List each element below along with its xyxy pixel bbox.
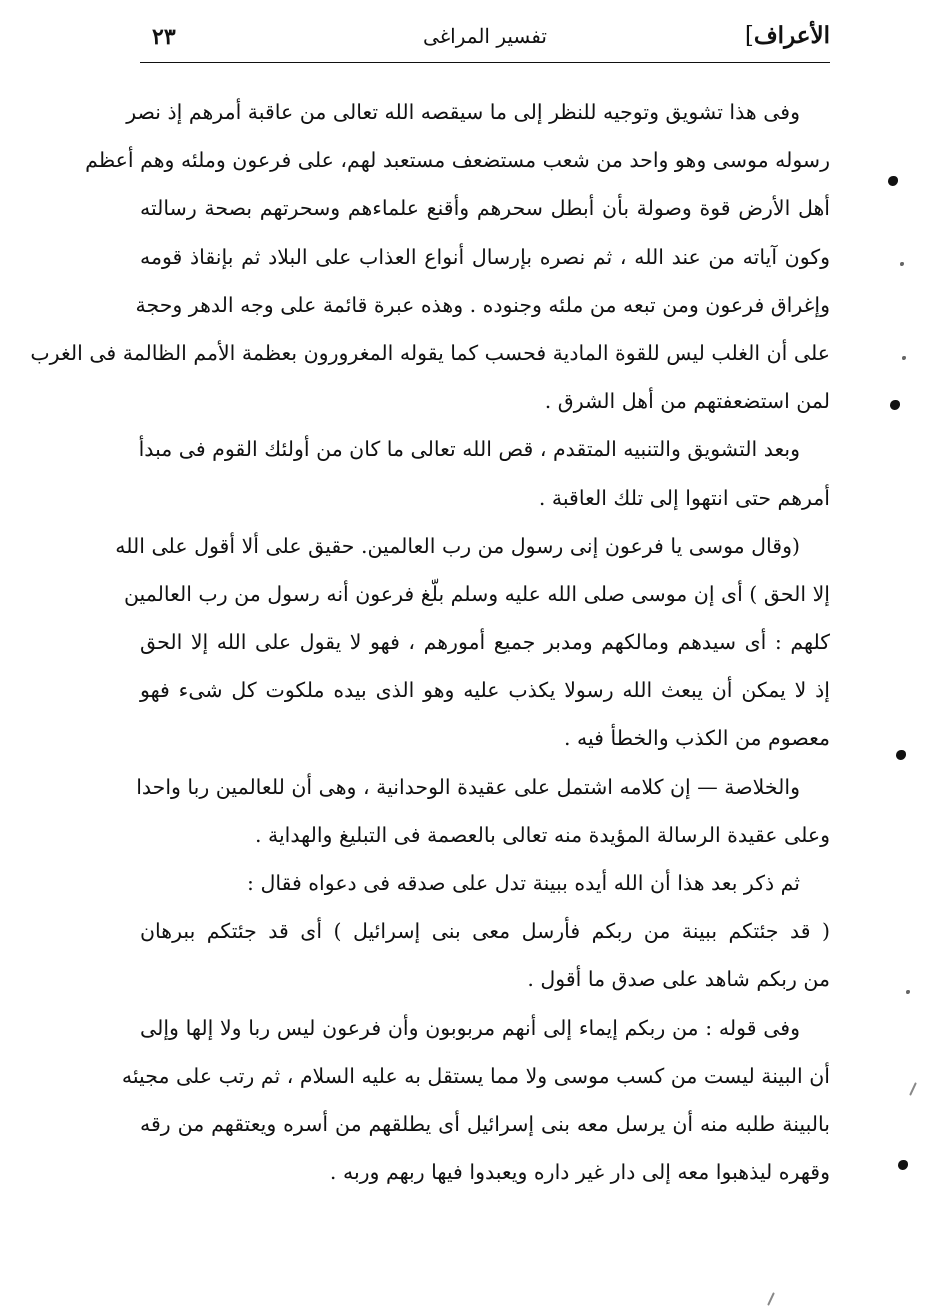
margin-ink-spot — [898, 1160, 908, 1170]
text-line: وإغراق فرعون ومن تبعه من ملئه وجنوده . وهذه عبرة قائمة على وجه الدهر وحجة — [135, 292, 830, 317]
surah-name: الأعراف — [753, 22, 830, 49]
page-header — [140, 18, 830, 62]
text-line: إذ لا يمكن أن يبعث الله رسولا يكذب عليه وهو الذى بيده ملكوت كل شىء فهو — [140, 678, 830, 703]
margin-ink-tick — [909, 1082, 917, 1096]
margin-ink-spot — [888, 176, 898, 186]
text-line: وفى هذا تشويق وتوجيه للنظر إلى ما سيقصه الله تعالى من عاقبة أمرهم إذ نصر — [126, 100, 800, 124]
margin-ink-tick — [767, 1292, 775, 1306]
text-line: أهل الأرض قوة وصولة بأن أبطل سحرهم وأقنع علماءهم وسحرتهم بصحة رسالته — [140, 196, 830, 221]
text-line: أمرهم حتى انتهوا إلى تلك العاقبة . — [538, 485, 830, 510]
text-line: وقهره ليذهبوا معه إلى دار غير داره ويعبدوا فيها ربهم وربه . — [329, 1160, 830, 1185]
text-line: وبعد التشويق والتنبيه المتقدم ، قص الله تعالى ما كان من أولئك القوم فى مبدأ — [138, 437, 800, 462]
text-line: بالبينة طلبه منه أن يرسل معه بنى إسرائيل أى يطلقهم من أسره ويعتقهم من رقه — [140, 1111, 830, 1136]
header-bracket: ] — [744, 23, 754, 49]
text-line: على أن الغلب ليس للقوة المادية فحسب كما يقوله المغرورون بعظمة الأمم الظالمة فى الغرب — [30, 340, 830, 365]
text-line: وعلى عقيدة الرسالة المؤيدة منه تعالى بالعصمة فى التبليغ والهداية . — [254, 822, 830, 847]
margin-ink-spot — [890, 400, 900, 410]
text-line: والخلاصة — إن كلامه اشتمل على عقيدة الوحدانية ، وهى أن للعالمين ربا واحدا — [136, 774, 800, 799]
text-line: من ربكم شاهد على صدق ما أقول . — [527, 967, 830, 992]
text-line: إلا الحق ) أى إن موسى صلى الله عليه وسلم بلّغ فرعون أنه رسول من رب العالمين — [123, 581, 830, 606]
header-rule — [140, 62, 830, 63]
text-line: أن البينة ليست من كسب موسى ولا مما يستقل به عليه السلام ، ثم رتب على مجيئه — [121, 1063, 830, 1088]
book-title: تفسير المراغى — [423, 24, 547, 48]
page-number: ٢٣ — [152, 24, 176, 50]
text-line: معصوم من الكذب والخطأ فيه . — [563, 726, 830, 751]
margin-ink-spot — [896, 750, 906, 760]
text-line: ( قد جئتكم ببينة من ربكم فأرسل معى بنى إسرائيل ) أى قد جئتكم ببرهان — [140, 919, 830, 944]
text-line: رسوله موسى وهو واحد من شعب مستضعف مستعبد لهم، على فرعون وملئه وهم أعظم — [85, 148, 830, 173]
text-line: لمن استضعفتهم من أهل الشرق . — [544, 389, 830, 414]
body-text — [30, 88, 830, 1196]
text-line: وكون آياته من عند الله ، ثم نصره بإرسال أنواع العذاب على البلاد ثم بإنقاذ قومه — [140, 244, 830, 269]
margin-ink-speck — [902, 356, 906, 360]
text-line: ثم ذكر بعد هذا أن الله أيده ببينة تدل على صدقه فى دعواه فقال : — [247, 871, 800, 895]
margin-ink-speck — [906, 990, 910, 994]
text-line: كلهم : أى سيدهم ومالكهم ومدبر جميع أمورهم ، فهو لا يقول على الله إلا الحق — [140, 630, 830, 655]
margin-ink-speck — [900, 262, 904, 266]
text-line: وفى قوله : من ربكم إيماء إلى أنهم مربوبون وأن فرعون ليس ربا ولا إلها وإلى — [140, 1015, 800, 1040]
text-line: (وقال موسى يا فرعون إنى رسول من رب العالمين. حقيق على ألا أقول على الله — [115, 533, 800, 558]
